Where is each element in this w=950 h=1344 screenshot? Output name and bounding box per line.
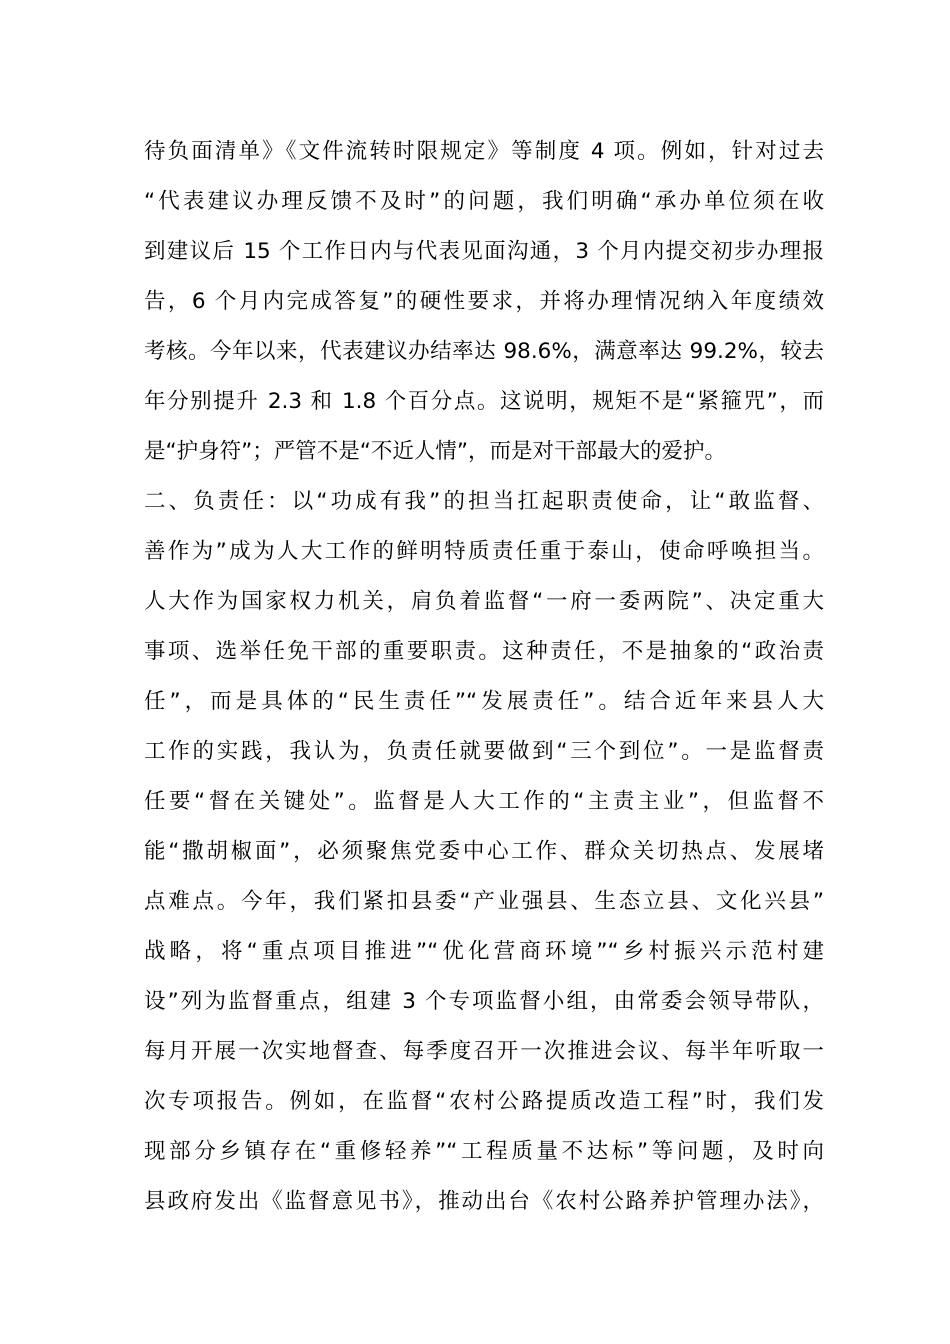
section-heading-line-2: 善作为”成为人大工作的鲜明特质责任重于泰山，使命呼唤担当。 xyxy=(144,539,824,564)
text-line-17: 战略，将“重点项目推进”“优化营商环境”“乡村振兴示范村建 xyxy=(144,939,824,964)
text-line-16: 点难点。今年，我们紧扣县委“产业强县、生态立县、文化兴县” xyxy=(144,889,824,914)
text-line-21: 现部分乡镇存在“重修轻养”“工程质量不达标”等问题，及时向 xyxy=(144,1139,824,1164)
text-line-18: 设”列为监督重点，组建 3 个专项监督小组，由常委会领导带队， xyxy=(144,989,824,1014)
text-line-2: “代表建议办理反馈不及时”的问题，我们明确“承办单位须在收 xyxy=(144,189,824,214)
text-line-1: 待负面清单》《文件流转时限规定》等制度 4 项。例如，针对过去 xyxy=(144,139,824,164)
text-line-7: 是“护身符”；严管不是“不近人情”，而是对干部最大的爱护。 xyxy=(144,439,727,464)
text-line-15: 能“撒胡椒面”，必须聚焦党委中心工作、群众关切热点、发展堵 xyxy=(144,839,824,864)
text-line-19: 每月开展一次实地督查、每季度召开一次推进会议、每半年听取一 xyxy=(144,1039,824,1064)
section-heading-line-1: 二、负责任：以“功成有我”的担当扛起职责使命，让“敢监督、 xyxy=(144,489,824,514)
text-line-11: 事项、选举任免干部的重要职责。这种责任，不是抽象的“政治责 xyxy=(144,639,824,664)
text-line-4: 告，6 个月内完成答复”的硬性要求，并将办理情况纳入年度绩效 xyxy=(144,289,824,314)
text-line-3: 到建议后 15 个工作日内与代表见面沟通，3 个月内提交初步办理报 xyxy=(144,239,824,264)
text-line-14: 任要“督在关键处”。监督是人大工作的“主责主业”，但监督不 xyxy=(144,789,824,814)
text-line-13: 工作的实践，我认为，负责任就要做到“三个到位”。一是监督责 xyxy=(144,739,824,764)
text-line-12: 任”，而是具体的“民生责任”“发展责任”。结合近年来县人大 xyxy=(144,689,824,714)
text-line-20: 次专项报告。例如，在监督“农村公路提质改造工程”时，我们发 xyxy=(144,1089,824,1114)
text-line-22: 县政府发出《监督意见书》，推动出台《农村公路养护管理办法》， xyxy=(144,1189,824,1214)
body-text xyxy=(144,127,824,1227)
text-line-5: 考核。今年以来，代表建议办结率达 98.6%，满意率达 99.2%，较去 xyxy=(144,339,824,364)
text-line-10: 人大作为国家权力机关，肩负着监督“一府一委两院”、决定重大 xyxy=(144,589,824,614)
text-line-6: 年分别提升 2.3 和 1.8 个百分点。这说明，规矩不是“紧箍咒”，而 xyxy=(144,389,824,414)
